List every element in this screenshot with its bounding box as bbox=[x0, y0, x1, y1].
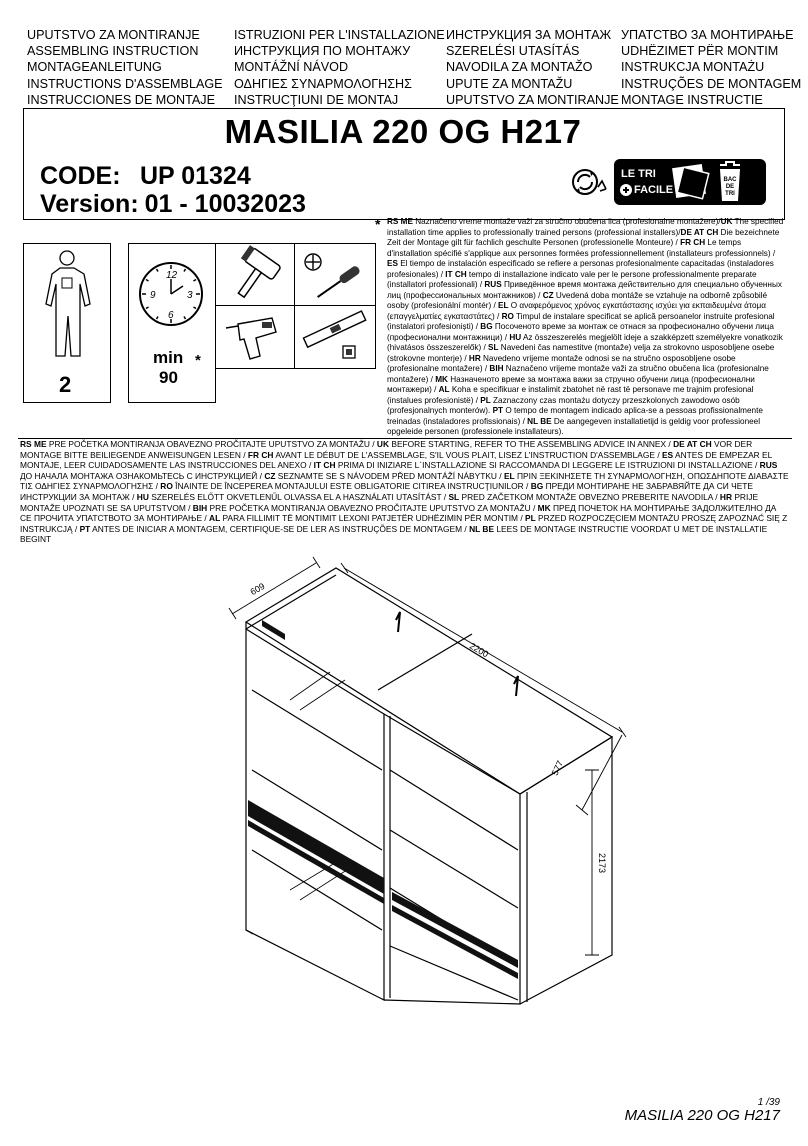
code-label: CODE: bbox=[40, 162, 121, 190]
header-line: INSTRUÇÕES DE MONTAGEM bbox=[621, 76, 802, 91]
lang-code: MK bbox=[435, 374, 448, 384]
lang-code: HU bbox=[509, 332, 522, 342]
lang-code: AL bbox=[438, 385, 450, 394]
lang-code: FR CH bbox=[680, 238, 706, 247]
clock-icon bbox=[138, 261, 204, 327]
svg-text:12: 12 bbox=[166, 270, 178, 281]
note-text: El tiempo de instalación especificado se refiere a personas profesionalmente capacitadas (instaladores profesionales) / bbox=[387, 259, 774, 279]
note-text: Ο αναφερόμενος χρόνος εγκατάστασης ισχύει για εκπαιδευμένα άτομα (επαγγελματίες εγκαταστάτες) / bbox=[387, 301, 766, 321]
version-value: 01 - 10032023 bbox=[144, 190, 306, 218]
warning-text: PRIJE MONTAŽE UPOZNATI SE SA UPUTSTVOM / bbox=[20, 491, 759, 513]
lang-code: NL BE bbox=[527, 416, 552, 426]
time-value: 90 bbox=[159, 368, 178, 387]
tool-box-drill bbox=[215, 305, 296, 369]
header-line: UPUTSTVO ZA MONTIRANJE bbox=[27, 28, 200, 42]
note-text: Приведённое время монтажа действительно для специально обученных лиц (профессиональных монтажников) / bbox=[387, 280, 782, 300]
lang-code: BG bbox=[530, 481, 544, 492]
dimension-depth: 609 bbox=[248, 580, 267, 598]
header-line: NAVODILA ZA MONTAŽO bbox=[446, 60, 593, 75]
note-text: Zaznaczony czas montażu dotyczy przeszkolonych zawodowo osób (profesjonalnych monterów). bbox=[387, 395, 740, 415]
lang-code: FR CH bbox=[247, 449, 274, 460]
lang-code: HR bbox=[719, 491, 733, 502]
product-code bbox=[40, 162, 251, 191]
note-text: Az összeszerelés megjelölt ideje a szakképzett személyekre vonatkozik (hivatásos összeszerelők) / bbox=[387, 332, 783, 352]
header-languages-col4 bbox=[621, 27, 801, 108]
lang-code: BIH bbox=[489, 364, 504, 373]
lang-code: ES bbox=[661, 449, 674, 460]
lang-code: HU bbox=[136, 491, 149, 502]
lang-code: PL bbox=[480, 395, 491, 405]
warning-text: ПРЕДИ МОНТИРАНЕ НЕ ЗАБРАВЯЙТЕ ДА СИ ЧЕТЕ ИНСТРУКЦИИ ЗА МОНТАЖ / bbox=[20, 481, 753, 502]
note-text: Koha e specifikuar e instalimit zbatohet në rast të personave me trajnim profesional (instalues profesionistë) / bbox=[387, 385, 754, 405]
header-line: INSTRUCTIONS D'ASSEMBLAGE bbox=[27, 76, 223, 91]
warning-text: BEFORE STARTING, REFER TO THE ASSEMBLING ADVICE IN ANNEX / bbox=[389, 439, 674, 449]
note-text: Naznačeno vrijeme montaže važi za stručno obučena lica (profesionalne montažere) / bbox=[387, 364, 769, 384]
footer-product: MASILIA 220 OG H217 bbox=[624, 1107, 780, 1124]
lang-code: PL bbox=[525, 513, 536, 524]
triman-icon bbox=[570, 157, 770, 207]
warning-text: ANTES DE EMPEZAR EL MONTAJE, LEER CUIDADOSAMENTE LAS INSTRUCCIONES DEL ANEXO / bbox=[20, 449, 772, 471]
warning-text: PARA FILLIMIT TË MONTIMIT LEXONI PATJETËR UDHËZIMIN PËR MONTIM / bbox=[220, 513, 525, 524]
header-line: ИНСТРУКЦИЯ ЗА МОНТАЖ bbox=[446, 28, 612, 42]
header-line: UPUTSTVO ZA MONTIRANJE bbox=[446, 92, 619, 107]
warning-text: ANTES DE INICIAR A MONTAGEM, CERTIFIQUE-SE DE LER AS INSTRUÇÕES DE MONTAGEM / bbox=[90, 523, 470, 534]
svg-text:3: 3 bbox=[187, 290, 193, 301]
version-label: Version: bbox=[40, 190, 139, 218]
header-line: SZERELÉSI UTASÍTÁS bbox=[446, 44, 580, 59]
lang-code: ES bbox=[387, 259, 398, 268]
header-line: ISTRUZIONI PER L'INSTALLAZIONE bbox=[234, 28, 445, 42]
header-line: INSTRUCŢIUNI DE MONTAJ bbox=[234, 92, 399, 107]
lang-code: UK bbox=[376, 439, 390, 449]
warning-text: ΠΡΙΝ ΞΕΚΙΝΗΣΕΤΕ ΤΗ ΣΥΝΑΡΜΟΛΟΓΗΣΗ, ΟΠΩΣΔΗΠΟΤΕ ΔΙΑΒΑΣΤΕ ΤΙΣ ΟΔΗΓΙΕΣ ΣΥΝΑΡΜΟΛΟΓΗΣΗΣ / bbox=[20, 470, 789, 492]
logo-text-2: FACILE bbox=[634, 184, 674, 196]
dimension-width: 2200 bbox=[467, 640, 491, 660]
lang-code: SL bbox=[448, 491, 460, 502]
warning-text: PRED ZAČETKOM MONTAŽE OBVEZNO PREBERITE NAVODILA / bbox=[459, 491, 720, 502]
svg-text:6: 6 bbox=[168, 310, 174, 321]
header-line: INSTRUCCIONES DE MONTAJE bbox=[27, 92, 215, 107]
wardrobe-drawing bbox=[0, 540, 808, 1020]
header-languages-col1 bbox=[27, 27, 223, 108]
header-languages-col2 bbox=[234, 27, 445, 108]
lang-code: AL bbox=[209, 513, 221, 524]
lang-code: EL bbox=[498, 301, 509, 310]
header-line: ASSEMBLING INSTRUCTION bbox=[27, 44, 199, 59]
header-line: UDHËZIMET PËR MONTIM bbox=[621, 44, 779, 59]
page-number: 1 /39 bbox=[757, 1097, 780, 1108]
lang-code: PT bbox=[492, 406, 504, 415]
note-text: Назначеното време за монтажа важи за стручно обучени лица (професионални монтажери) / bbox=[387, 374, 755, 394]
lang-code: BIH bbox=[192, 502, 208, 513]
dimension-height: 2173 bbox=[597, 852, 608, 874]
warning-text: ÎNAINTE DE ÎNCEPEREA MONTAJULUI ESTE OBLIGATORIE CITIREA INSTRUCŢIUNILOR / bbox=[172, 481, 531, 492]
time-label: min bbox=[153, 348, 184, 367]
note-text: De aangegeven installatietijd is geldig voor professioneel opgeleide personen (professionele installateurs). bbox=[387, 416, 761, 436]
lang-code: NL BE bbox=[469, 523, 495, 534]
warning-text: PRIMA DI INIZIARE L`INSTALLAZIONE SI RACCOMANDA DI LEGGERE LE ISTRUZIONI DI INSTALLAZIONE / bbox=[335, 460, 760, 471]
note-text: O tempo de montagem indicado aplica-se a pessoas profissionalmente treinadas (instaladores profissionais) / bbox=[387, 406, 763, 426]
svg-text:9: 9 bbox=[150, 290, 156, 301]
code-value: UP 01324 bbox=[140, 162, 251, 190]
lang-code: BG bbox=[480, 322, 493, 331]
note-text: Timpul de instalare specificat se aplică persoanelor instruite profesional (instalatori profesioniști) / bbox=[387, 311, 775, 331]
lang-code: RUS bbox=[484, 280, 502, 289]
time-note-asterisk: * bbox=[375, 216, 381, 232]
header-line: MONTAGE INSTRUCTIE bbox=[621, 92, 763, 107]
header-line: УПАТСТВО ЗА МОНТИРАЊЕ bbox=[621, 28, 794, 42]
time-asterisk: * bbox=[195, 352, 201, 369]
note-text: tempo di installazione indicato vale per le persone professionalmente preparate (installatori professionali) / bbox=[387, 269, 757, 289]
warning-text: PRE POČETKA MONTIRANJA OBAVEZNO PROČITAJTE UPUTSTVO ZA MONTAŽU / bbox=[207, 502, 538, 513]
lang-code: HR bbox=[468, 353, 481, 363]
note-text: Naznačeno vreme montaže važi za stručno obučena lica (profesionalne montažere)/ bbox=[412, 217, 721, 226]
level-ruler-icon bbox=[295, 306, 375, 368]
lang-code: IT CH bbox=[313, 460, 336, 471]
header-line: INSTRUKCJA MONTAŻU bbox=[621, 60, 765, 75]
header-line: MONTÁŽNÍ NÁVOD bbox=[234, 60, 349, 75]
lang-code: MK bbox=[537, 502, 551, 513]
note-text: Посоченото време за монтаж се отнася за професионално обучени лица (професионални монтажници) / bbox=[387, 322, 774, 342]
lang-code: SL bbox=[488, 343, 499, 352]
warning-note bbox=[20, 439, 790, 545]
hammer-icon bbox=[216, 244, 295, 306]
time-box bbox=[128, 243, 216, 403]
note-text: Navedeno vrijeme montaže odnosi se na stručno osposobljene osobe (profesionalne montažere) / bbox=[387, 353, 736, 373]
worker-icon bbox=[38, 248, 96, 360]
lang-code: RS ME bbox=[20, 439, 47, 449]
lang-code: DE AT CH bbox=[673, 439, 712, 449]
note-text: Uvedená doba montáže se vztahuje na odborně způsobilé osoby (profesionální montér) / bbox=[387, 290, 768, 310]
note-text: Le temps d'installation spécifié s'applique aux personnes formées professionnellement (installateurs professionnels) / bbox=[387, 238, 776, 258]
warning-text: VOR DER MONTAGE BITTE BEILIEGENDE ANWEISUNGEN LESEN / bbox=[20, 439, 753, 460]
lang-code: CZ bbox=[542, 290, 554, 300]
warning-text: AVANT LE DÉBUT DE L'ASSEMBLAGE, S'IL VOUS PLAIT, LISEZ L'INSTRUCTION D'ASSEMBLAGE / bbox=[273, 449, 662, 460]
lang-code: RUS bbox=[759, 460, 778, 471]
persons-box bbox=[23, 243, 111, 403]
note-text: Die bezeichnete Zeit der Montage gilt für fachlich geschulte Personen (professionelle Monteure) / bbox=[387, 227, 780, 247]
lang-code: IT CH bbox=[445, 269, 467, 279]
screwdriver-icon bbox=[295, 244, 375, 306]
tool-box-screwdriver bbox=[294, 243, 376, 307]
bin-text: BAC DE TRI bbox=[723, 177, 737, 197]
lang-code: DE AT CH bbox=[680, 227, 719, 237]
lang-code: CZ bbox=[264, 470, 276, 481]
warning-text: SEZNAMTE SE S NÁVODEM PŘED MONTÁŽÍ NÁBYTKU / bbox=[275, 470, 504, 481]
recycling-logo bbox=[570, 157, 770, 207]
time-note bbox=[387, 217, 784, 438]
header-line: ИНСТРУКЦИЯ ПО МОНТАЖУ bbox=[234, 44, 411, 59]
warning-text: LEES DE MONTAGE INSTRUCTIE VOORDAT U MET DE INSTALLATIE BEGINT bbox=[20, 523, 768, 545]
lang-code: RO bbox=[160, 481, 173, 492]
dimension-side: 577 bbox=[549, 759, 566, 777]
lang-code: RS ME bbox=[387, 217, 413, 226]
product-title: MASILIA 220 OG H217 bbox=[224, 113, 582, 150]
header-line: UPUTE ZA MONTAŽU bbox=[446, 76, 573, 91]
warning-text: PRZED ROZPOCZĘCIEM MONTAŻU PROSZĘ ZAPOZNAĆ SIĘ Z INSTRUKCJĄ / bbox=[20, 513, 788, 534]
warning-text: ДО НАЧАЛА МОНТАЖА ОЗНАКОМЬТЕСЬ С ИНСТРУКЦИЕЙ / bbox=[20, 470, 265, 481]
persons-count: 2 bbox=[59, 372, 72, 397]
lang-code: PT bbox=[79, 523, 91, 534]
product-version bbox=[40, 190, 306, 219]
lang-code: UK bbox=[720, 217, 733, 226]
note-text: The specified installation time applies to professionally trained persons (professional installers)/ bbox=[387, 217, 784, 237]
header-line: ΟΔΗΓΙΕΣ ΣΥΝΑΡΜΟΛΟΓΗΣΗΣ bbox=[234, 76, 412, 91]
tool-box-level bbox=[294, 305, 376, 369]
header-line: MONTAGEANLEITUNG bbox=[27, 60, 162, 75]
lang-code: EL bbox=[503, 470, 515, 481]
warning-text: PRE POČETKA MONTIRANJA OBAVEZNO PROČITAJTE UPUTSTVO ZA MONTAŽU / bbox=[46, 439, 377, 449]
logo-text-1: LE TRI bbox=[621, 168, 656, 180]
tool-box-hammer bbox=[215, 243, 296, 307]
drill-icon bbox=[216, 306, 295, 368]
warning-text: SZERELÉS ELŐTT OKVETLENŰL OLVASSA EL A HASZNÁLATI UTASÍTÁST / bbox=[148, 491, 449, 502]
note-text: Navedeni čas namestitve (montaže) velja za strokovno usposobljene osebe (strokovne monterje) / bbox=[387, 343, 775, 363]
lang-code: RO bbox=[501, 311, 514, 321]
warning-text: ПРЕД ПОЧЕТОК НА МОНТИРАЊЕ ЗАДОЛЖИТЕЛНО ДА СЕ ПРОЧИТА УПАТСТВОТО ЗА МОНТИРАЊЕ / bbox=[20, 502, 777, 524]
header-languages-col3 bbox=[446, 27, 619, 108]
